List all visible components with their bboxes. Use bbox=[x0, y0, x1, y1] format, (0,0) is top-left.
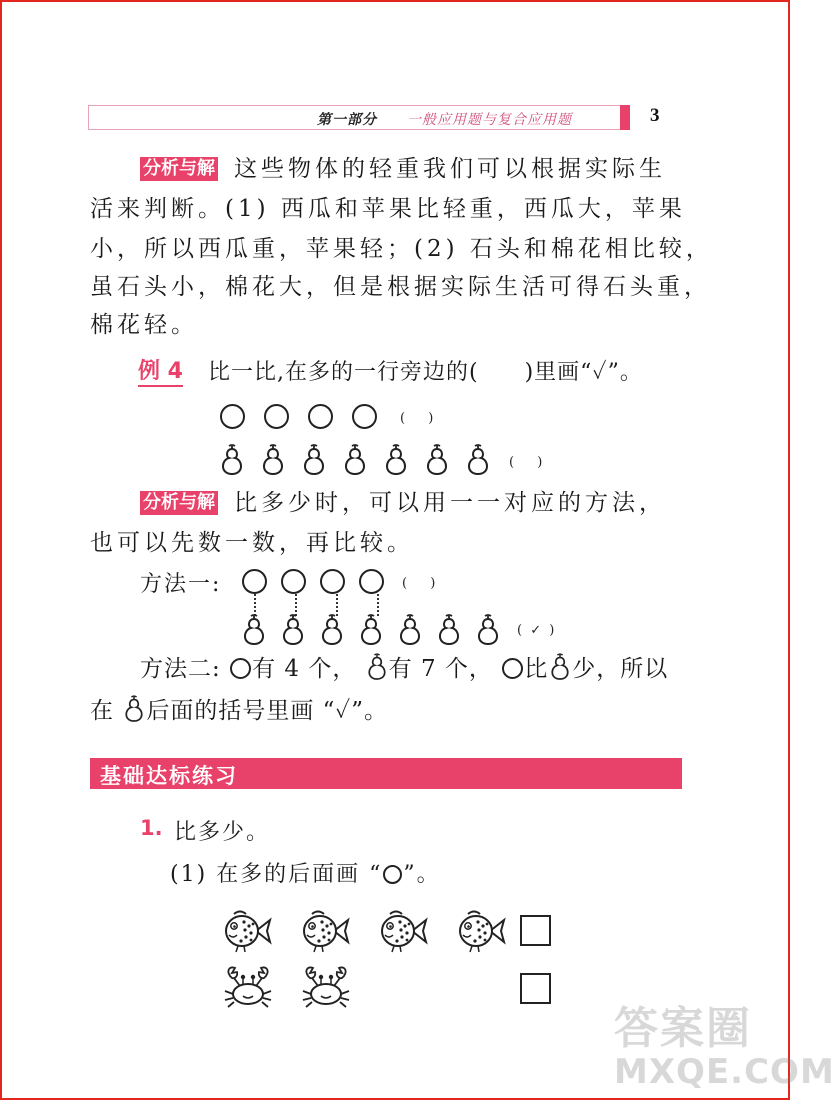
circle-icon bbox=[359, 569, 384, 594]
gourd-icon bbox=[279, 614, 307, 646]
circle-icon bbox=[264, 404, 289, 429]
analysis-tag-2: 分析与解 bbox=[140, 491, 218, 515]
header-chapter: 一般应用题与复合应用题 bbox=[407, 112, 572, 128]
method1-circle-row bbox=[242, 569, 437, 594]
method1-gourd-row bbox=[240, 614, 556, 646]
correspondence-line bbox=[336, 594, 338, 616]
analysis2-line-2: 也可以先数一数，再比较。 bbox=[90, 530, 414, 556]
gourd-icon bbox=[435, 614, 463, 646]
watermark-line-1: 答案圈 bbox=[614, 1003, 752, 1054]
crab-icon bbox=[222, 964, 274, 1010]
example-label: 例 4 bbox=[138, 359, 183, 387]
sub-question-text-1: (1) 在多的后面画 “ bbox=[170, 862, 383, 887]
analysis1-line-3: 小，所以西瓜重，苹果轻；(2) 石头和棉花相比较， bbox=[90, 236, 713, 262]
method2-text-4: 少，所以 bbox=[572, 656, 669, 682]
example-circle-row bbox=[220, 404, 435, 429]
method2-text-2: 有 7 个， bbox=[388, 656, 493, 682]
analysis1-text-1: 这些物体的轻重我们可以根据实际生 bbox=[234, 156, 666, 182]
circle-icon bbox=[308, 404, 333, 429]
header-part: 第一部分 bbox=[317, 112, 377, 128]
circle-icon bbox=[320, 569, 345, 594]
gourd-icon bbox=[318, 614, 346, 646]
method2-line-2 bbox=[90, 692, 388, 730]
correspondence-line bbox=[295, 594, 297, 616]
circle-icon bbox=[230, 658, 251, 679]
watermark-logo bbox=[614, 992, 835, 1102]
method2-text-3: 比 bbox=[524, 656, 549, 682]
gourd-icon bbox=[464, 444, 492, 476]
method2-text-5: 在 bbox=[90, 698, 114, 724]
fish-icon bbox=[298, 908, 350, 954]
section-title: 基础达标练习 bbox=[100, 764, 238, 788]
circle-icon bbox=[383, 865, 402, 884]
method2-line-1 bbox=[140, 650, 668, 688]
method1-paren-gourds[interactable]: ( ✓ ) bbox=[517, 622, 557, 638]
header-accent-bar bbox=[620, 105, 630, 130]
gourd-icon bbox=[218, 444, 246, 476]
question-text: 比多少。 bbox=[174, 820, 271, 845]
correspondence-line bbox=[254, 594, 256, 616]
gourd-icon bbox=[240, 614, 268, 646]
gourd-icon bbox=[396, 614, 424, 646]
gourd-icon bbox=[122, 695, 146, 723]
watermark-line-2: MXQE.COM bbox=[614, 1052, 835, 1092]
fish-icon bbox=[376, 908, 428, 954]
circle-icon bbox=[281, 569, 306, 594]
method2-text-1: 有 4 个， bbox=[252, 656, 357, 682]
analysis2-line-1 bbox=[140, 484, 666, 522]
method1-label: 方法一: bbox=[140, 572, 222, 597]
circle-icon bbox=[220, 404, 245, 429]
sub-question bbox=[170, 857, 441, 888]
running-header bbox=[88, 105, 630, 130]
circle-icon bbox=[352, 404, 377, 429]
section-banner bbox=[90, 758, 682, 789]
gourd-icon bbox=[548, 653, 572, 681]
correspondence-line bbox=[377, 594, 379, 616]
method2-label: 方法二: bbox=[140, 656, 221, 682]
page-number: 3 bbox=[650, 105, 660, 126]
gourd-icon bbox=[259, 444, 287, 476]
analysis2-text-1: 比多少时，可以用一一对应的方法， bbox=[234, 490, 666, 516]
analysis-tag: 分析与解 bbox=[140, 157, 218, 181]
analysis1-line-1 bbox=[140, 150, 666, 188]
gourd-icon bbox=[423, 444, 451, 476]
analysis1-line-2: 活来判断。(1) 西瓜和苹果比轻重，西瓜大，苹果 bbox=[90, 196, 686, 222]
method1-paren-circles[interactable]: ( ) bbox=[402, 576, 438, 591]
question-number: 1. bbox=[140, 816, 163, 840]
fish-icon bbox=[454, 908, 506, 954]
gourd-icon bbox=[474, 614, 502, 646]
fish-icon bbox=[220, 908, 272, 954]
crab-icon bbox=[300, 964, 352, 1010]
answer-paren-gourds[interactable]: ( ) bbox=[509, 454, 545, 470]
method2-text-6: 后面的括号里画 “✓”。 bbox=[146, 698, 388, 724]
gourd-icon bbox=[300, 444, 328, 476]
circle-icon bbox=[502, 658, 523, 679]
gourd-icon bbox=[365, 653, 389, 681]
circle-icon bbox=[242, 569, 267, 594]
gourd-icon bbox=[341, 444, 369, 476]
answer-paren-circles[interactable]: ( ) bbox=[400, 411, 436, 426]
answer-box-fish[interactable] bbox=[520, 915, 551, 946]
analysis1-line-5: 棉花轻。 bbox=[90, 312, 198, 338]
analysis1-line-4: 虽石头小，棉花大，但是根据实际生活可得石头重， bbox=[90, 274, 711, 300]
gourd-icon bbox=[382, 444, 410, 476]
example-text: 比一比,在多的一行旁边的( )里画“✓”。 bbox=[208, 360, 643, 385]
gourd-icon bbox=[357, 614, 385, 646]
answer-box-crab[interactable] bbox=[520, 973, 551, 1004]
example-gourd-row bbox=[218, 444, 544, 476]
sub-question-text-2: ”。 bbox=[403, 862, 441, 887]
